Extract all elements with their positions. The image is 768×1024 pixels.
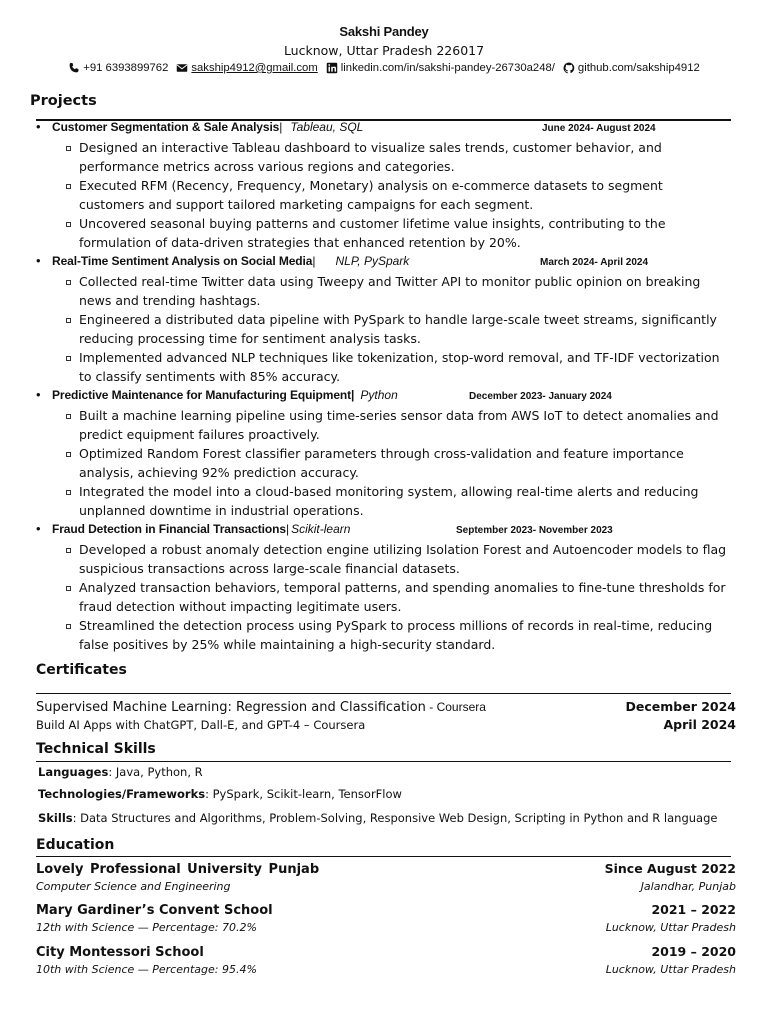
project-bullet: Optimized Random Forest classifier parameters through cross-validation and feature importance analysis, achieving 92% prediction accuracy. xyxy=(64,444,732,482)
github-icon xyxy=(563,62,575,74)
skill-value: : PySpark, Scikit-learn, TensorFlow xyxy=(205,787,402,801)
education-detail-row xyxy=(36,963,736,976)
skill-value: : Java, Python, R xyxy=(108,765,203,779)
project-title: Real-Time Sentiment Analysis on Social Media xyxy=(52,254,313,268)
project-bullet: Developed a robust anomaly detection engine utilizing Isolation Forest and Autoencoder models to flag suspicious transactions across large-scale financial datasets. xyxy=(64,540,732,578)
candidate-name: Sakshi Pandey xyxy=(339,24,429,39)
degree-detail: 12th with Science — Percentage: 70.2% xyxy=(36,921,257,934)
phone-number: +91 6393899762 xyxy=(83,62,169,74)
certificate-item xyxy=(36,717,736,732)
project-date: December 2023- January 2024 xyxy=(469,391,612,402)
degree-detail: Computer Science and Engineering xyxy=(36,880,231,893)
skill-label: Languages xyxy=(38,765,109,779)
skills-divider xyxy=(36,761,731,762)
project-date: September 2023- November 2023 xyxy=(456,525,613,536)
project-bullet: Engineered a distributed data pipeline with PySpark to handle large-scale tweet streams, significantly reducing processing time for sentiment analysis tasks. xyxy=(64,310,732,348)
education-item xyxy=(36,902,736,918)
project-bullets xyxy=(36,406,732,520)
project-bullet: Collected real-time Twitter data using Tweepy and Twitter API to monitor public opinion on breaking news and trending hashtags. xyxy=(64,272,732,310)
bullet-dot: • xyxy=(36,119,41,134)
certificate-name: Supervised Machine Learning: Regression and Classification xyxy=(36,700,426,715)
project-bullets xyxy=(36,540,732,654)
education-detail-row xyxy=(36,921,736,934)
linkedin-icon xyxy=(326,62,338,74)
project-tech: NLP, PySpark xyxy=(335,254,410,268)
project-bullet: Integrated the model into a cloud-based monitoring system, allowing real-time alerts and reducing unplanned downtime in industrial operations. xyxy=(64,482,732,520)
skill-value: : Data Structures and Algorithms, Problem-Solving, Responsive Web Design, Scripting in Python and R language xyxy=(72,811,718,825)
bullet-dot: • xyxy=(36,253,41,268)
project-item xyxy=(36,388,732,520)
certificate-date: April 2024 xyxy=(663,717,736,732)
skill-row-languages xyxy=(38,765,203,779)
project-bullet: Designed an interactive Tableau dashboard to visualize sales trends, customer behavior, and performance metrics across various regions and categories. xyxy=(64,138,732,176)
project-bullet: Built a machine learning pipeline using time-series sensor data from AWS IoT to detect anomalies and predict equipment failures proactively. xyxy=(64,406,732,444)
school-name: City Montessori School xyxy=(36,945,204,960)
phone-contact[interactable] xyxy=(68,62,168,74)
skill-row-skills xyxy=(38,811,717,825)
education-date: 2021 – 2022 xyxy=(651,902,736,917)
education-heading: Education xyxy=(36,837,115,853)
project-separator: | xyxy=(351,388,355,402)
project-item xyxy=(36,522,732,654)
skills-heading: Technical Skills xyxy=(36,741,156,757)
certificate-provider: - Coursera xyxy=(425,700,486,714)
github-url: github.com/sakship4912 xyxy=(577,62,700,74)
email-address: sakship4912@gmail.com xyxy=(191,62,318,74)
project-item xyxy=(36,254,732,386)
contact-bar xyxy=(0,62,768,74)
project-header xyxy=(36,388,732,406)
project-header xyxy=(36,522,732,540)
bullet-dot: • xyxy=(36,387,41,402)
project-date: June 2024- August 2024 xyxy=(542,123,656,134)
project-tech: Tableau, SQL xyxy=(290,120,364,134)
certificates-divider xyxy=(36,693,731,694)
project-title: Predictive Maintenance for Manufacturing Equipment xyxy=(52,388,352,402)
project-bullet: Uncovered seasonal buying patterns and customer lifetime value insights, contributing to the formulation of data-driven strategies that enhanced retention by 20%. xyxy=(64,214,732,252)
projects-list xyxy=(36,120,732,656)
certificate-date: December 2024 xyxy=(625,699,736,714)
project-bullets xyxy=(36,138,732,252)
project-bullet: Executed RFM (Recency, Frequency, Monetary) analysis on e-commerce datasets to segment customers and support tailored marketing campaigns for each segment. xyxy=(64,176,732,214)
project-bullets xyxy=(36,272,732,386)
education-item xyxy=(36,944,736,960)
address: Lucknow, Uttar Pradesh 226017 xyxy=(283,43,485,58)
project-header xyxy=(36,120,732,138)
education-detail-row xyxy=(36,880,736,893)
certificate-item xyxy=(36,698,736,716)
education-date: 2019 – 2020 xyxy=(651,944,736,959)
project-title: Fraud Detection in Financial Transactions xyxy=(52,522,286,536)
project-separator: | xyxy=(279,120,283,134)
bullet-dot: • xyxy=(36,521,41,536)
degree-detail: 10th with Science — Percentage: 95.4% xyxy=(36,963,257,976)
project-separator: | xyxy=(285,522,290,536)
linkedin-url: linkedin.com/in/sakshi-pandey-26730a248/ xyxy=(340,62,555,74)
education-location: Jalandhar, Punjab xyxy=(640,880,736,893)
resume-header xyxy=(0,24,768,74)
project-bullet: Streamlined the detection process using PySpark to process millions of records in real-time, reducing false positives by 25% while maintaining a high-security standard. xyxy=(64,616,732,654)
envelope-icon xyxy=(176,62,188,74)
skill-row-technologies xyxy=(38,787,402,801)
phone-icon xyxy=(68,62,80,74)
project-title: Customer Segmentation & Sale Analysis xyxy=(52,120,280,134)
certificate-name: Build AI Apps with ChatGPT, Dall-E, and GPT-4 – Coursera xyxy=(36,718,366,732)
project-tech: Python xyxy=(360,388,398,402)
education-divider xyxy=(36,856,731,857)
school-name: Mary Gardiner’s Convent School xyxy=(36,903,273,918)
education-item xyxy=(36,861,736,877)
education-location: Lucknow, Uttar Pradesh xyxy=(605,921,736,934)
projects-heading: Projects xyxy=(30,93,97,109)
email-link[interactable] xyxy=(176,62,317,74)
linkedin-link[interactable] xyxy=(326,62,555,74)
project-item xyxy=(36,120,732,252)
school-name: Lovely Professional University Punjab xyxy=(36,862,320,877)
project-bullet: Implemented advanced NLP techniques like tokenization, stop-word removal, and TF-IDF vectorization to classify sentiments with 85% accuracy. xyxy=(64,348,732,386)
project-header xyxy=(36,254,732,272)
skill-label: Technologies/Frameworks xyxy=(38,787,206,801)
education-location: Lucknow, Uttar Pradesh xyxy=(605,963,736,976)
github-link[interactable] xyxy=(563,62,700,74)
project-date: March 2024- April 2024 xyxy=(540,257,649,268)
education-date: Since August 2022 xyxy=(604,861,736,876)
skill-label: Skills xyxy=(38,811,73,825)
project-bullet: Analyzed transaction behaviors, temporal patterns, and spending anomalies to fine-tune thresholds for fraud detection without impacting legitimate users. xyxy=(64,578,732,616)
project-separator: | xyxy=(312,254,316,268)
certificates-heading: Certificates xyxy=(36,662,127,678)
project-tech: Scikit-learn xyxy=(291,522,351,536)
